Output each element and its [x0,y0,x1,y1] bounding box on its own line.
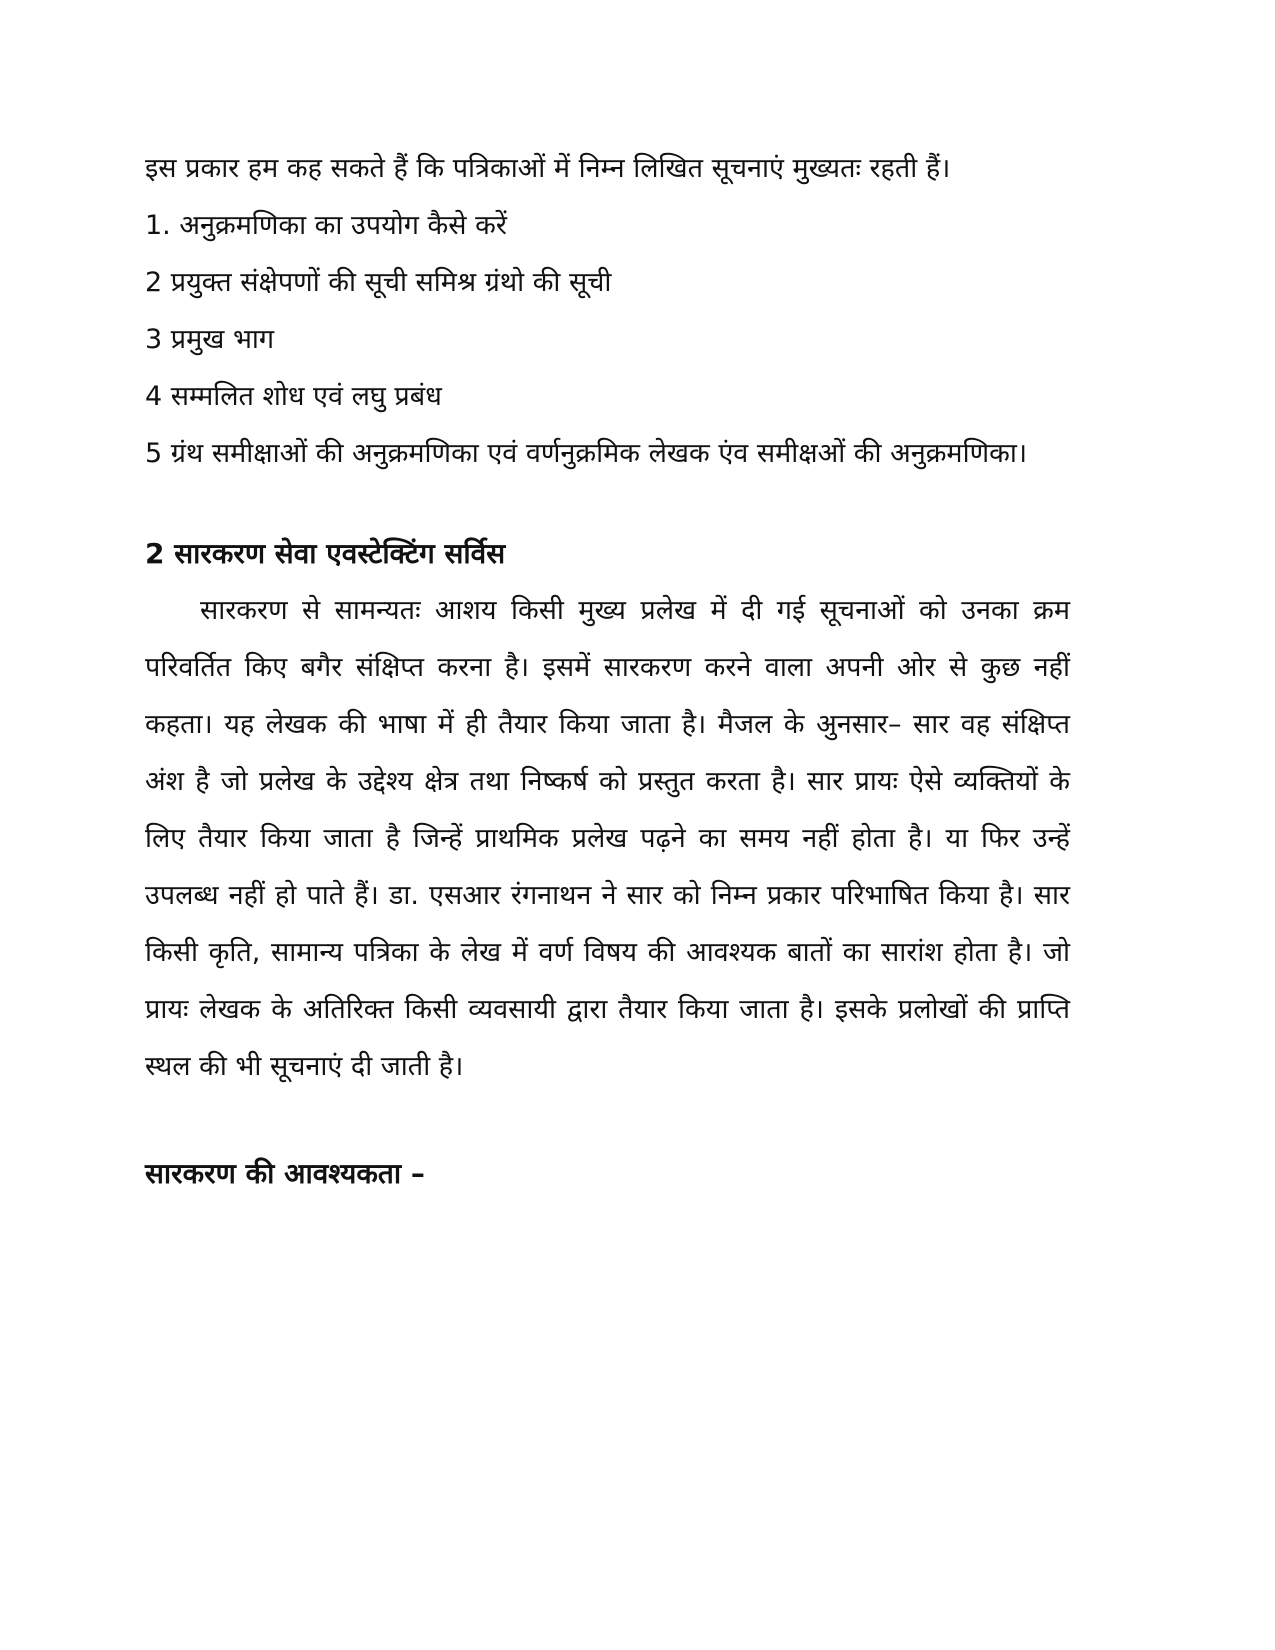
section-heading: 2 सारकरण सेवा एवस्टेक्टिंग सर्विस [145,537,506,570]
document-page [145,140,1070,1202]
contents-list [145,197,1070,482]
section-paragraph: सारकरण से सामन्यतः आशय किसी मुख्य प्रलेख में दी गई सूचनाओं को उनका क्रम परिवर्तित किए बगैर संक्षिप्त करना है। इसमें सारकरण करने वाला अपनी ओर से कुछ नहीं कहता। यह लेखक की भाषा में ही तैयार किया जाता है। मैजल के अुनसार– सार वह संक्षिप्त अंश है जो प्रलेख के उद्देश्य क्षेत्र तथा निष्कर्ष को प्रस्तुत करता है। सार प्रायः ऐसे व्यक्तियों के लिए तैयार किया जाता है जिन्हें प्राथमिक प्रलेख पढ़ने का समय नहीं होता है। या फिर उन्हें उपलब्ध नहीं हो पाते हैं। डा. एसआर रंगनाथन ने सार को निम्न प्रकार परिभाषित किया है। सार किसी कृति, सामान्य पत्रिका के लेख में वर्ण विषय की आवश्यक बातों का सारांश होता है। जो प्रायः लेखक के अतिरिक्त किसी व्यवसायी द्वारा तैयार किया जाता है। इसके प्रलोखों की प्राप्ति स्थल की भी सूचनाएं दी जाती है। [145,595,1070,1082]
list-item: 3 प्रमुख भाग [145,324,275,355]
list-item: 2 प्रयुक्त संक्षेपणों की सूची समिश्र ग्रंथो की सूची [145,267,612,298]
list-item: 5 ग्रंथ समीक्षाओं की अनुक्रमणिका एवं वर्णनुक्रमिक लेखक एंव समीक्षओं की अनुक्रमणिका। [145,438,1028,469]
list-item: 4 सम्मलित शोध एवं लघु प्रबंध [145,381,442,412]
intro-paragraph: इस प्रकार हम कह सकते हैं कि पत्रिकाओं में निम्न लिखित सूचनाएं मुख्यतः रहती हैं। [145,153,951,184]
spacer [145,482,1070,525]
list-item: 1. अनुक्रमणिका का उपयोग कैसे करें [145,210,507,241]
spacer [145,1095,1070,1145]
section-heading: सारकरण की आवश्यकता – [145,1157,425,1190]
